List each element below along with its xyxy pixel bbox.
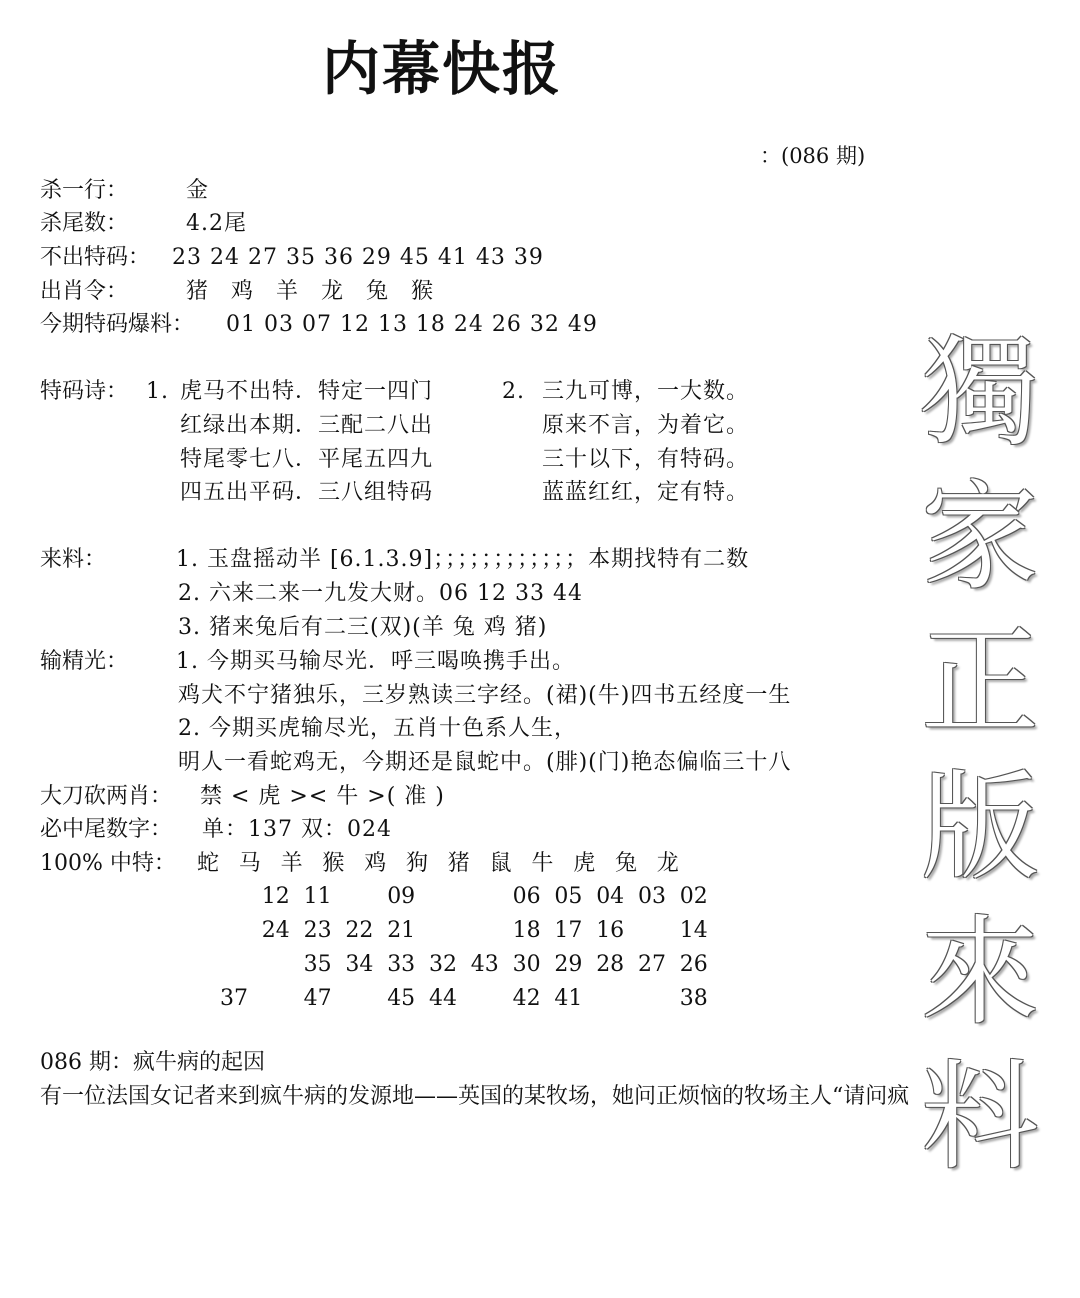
zodiac-number: 09 [387, 884, 416, 909]
watermark-char: 版 [920, 758, 1039, 896]
zodiac-number: 41 [554, 986, 583, 1011]
poem-left-line: 四五出平码．三八组特码 [180, 480, 434, 505]
zodiac-number: 16 [596, 918, 625, 943]
kill-tail-label: 杀尾数： [40, 211, 129, 236]
poem-left-prefix: 1. [146, 379, 169, 404]
source-item: 1. 玉盘摇动半 [6.1.3.9]；；；；；；；；；；；；本期找特有二数 [176, 547, 750, 572]
zodiac-number: 43 [470, 952, 499, 977]
kill-tail-value: 4.2尾 [186, 211, 247, 236]
zodiac-number: 23 [303, 918, 332, 943]
tail-digits-value: 单：137 双：024 [202, 817, 392, 842]
watermark-char: 料 [920, 1048, 1039, 1186]
tail-digits-label: 必中尾数字： [40, 817, 173, 842]
zodiac-number: 17 [554, 918, 583, 943]
zodiac-number: 06 [512, 884, 541, 909]
issue-number: ：(086 期) [760, 144, 866, 168]
zodiac-number: 24 [261, 918, 290, 943]
page-title: 内幕快报 [322, 35, 563, 103]
watermark [905, 320, 1055, 1190]
zodiac-number: 12 [261, 884, 290, 909]
zodiac-number: 30 [512, 952, 541, 977]
zodiac-number: 32 [429, 952, 457, 977]
zodiac-number: 34 [345, 952, 374, 977]
poem-left-line: 红绿出本期．三配二八出 [180, 413, 434, 438]
zodiac-header: 马 [238, 851, 261, 876]
poem-left-line: 特尾零七八．平尾五四九 [180, 447, 434, 472]
no-special-value: 23 24 27 35 36 29 45 41 43 39 [172, 245, 544, 270]
story-heading: 086 期：疯牛病的起因 [40, 1050, 265, 1075]
knife-label: 大刀砍两肖： [40, 784, 173, 809]
poem-left-line: 虎马不出特．特定一四门 [180, 379, 434, 404]
poem-right-line: 原来不言，为着它。 [542, 413, 750, 438]
watermark-char: 正 [920, 613, 1039, 751]
zodiac-number: 21 [387, 918, 416, 943]
zodiac-number: 18 [512, 918, 541, 943]
zodiac-number: 04 [596, 884, 625, 909]
zodiac-number: 14 [679, 918, 708, 943]
zodiac-table-label: 100% 中特： [40, 851, 176, 876]
zodiac-header: 蛇 [197, 851, 220, 876]
source-item: 2. 六来二来一九发大财。06 12 33 44 [178, 581, 583, 606]
poem-right-line: 三九可博，一大数。 [542, 379, 750, 404]
zodiac-header: 猴 [322, 851, 345, 876]
hot-numbers-label: 今期特码爆料： [40, 312, 195, 337]
lose-line: 2. 今期买虎输尽光，五肖十色系人生， [178, 716, 577, 741]
story-text: 有一位法国女记者来到疯牛病的发源地——英国的某牧场，她问正烦恼的牧场主人“请问疯 [40, 1084, 910, 1109]
zodiac-number: 44 [429, 986, 457, 1011]
zodiac-number: 33 [387, 952, 416, 977]
zodiac-header: 狗 [406, 851, 429, 876]
knife-value: 禁 < 虎 >< 牛 >( 准 ) [200, 784, 445, 809]
lose-line: 明人一看蛇鸡无，今期还是鼠蛇中。(腓)(门)艳态偏临三十八 [178, 750, 792, 775]
zodiac-header: 兔 [615, 851, 638, 876]
zodiac-header: 牛 [531, 851, 554, 876]
zodiac-order-label: 出肖令： [40, 279, 129, 304]
poem-right-line: 三十以下，有特码。 [542, 447, 750, 472]
zodiac-number: 29 [554, 952, 583, 977]
zodiac-number: 37 [220, 986, 248, 1011]
zodiac-order-value: 猪 鸡 羊 龙 兔 猴 [186, 279, 441, 304]
kill-element-value: 金 [186, 178, 210, 203]
zodiac-number: 03 [638, 884, 666, 909]
sources-label: 来料： [40, 547, 107, 572]
zodiac-header: 鼠 [489, 851, 512, 876]
zodiac-number: 27 [638, 952, 666, 977]
zodiac-number: 47 [303, 986, 332, 1011]
lose-label: 输精光： [40, 649, 129, 674]
zodiac-number: 35 [303, 952, 332, 977]
zodiac-number: 11 [303, 884, 332, 909]
zodiac-header: 龙 [656, 851, 679, 876]
zodiac-header: 羊 [280, 851, 303, 876]
watermark-char: 獨 [920, 323, 1039, 461]
zodiac-number: 45 [387, 986, 416, 1011]
zodiac-number: 38 [679, 986, 708, 1011]
zodiac-number: 42 [512, 986, 541, 1011]
zodiac-header: 鸡 [364, 851, 387, 876]
hot-numbers-value: 01 03 07 12 13 18 24 26 32 49 [226, 312, 598, 337]
zodiac-header: 猪 [447, 851, 470, 876]
poem-right-prefix: 2. [502, 379, 525, 404]
zodiac-number: 02 [679, 884, 708, 909]
poem-right-line: 蓝蓝红红，定有特。 [542, 480, 750, 505]
kill-element-label: 杀一行： [40, 178, 129, 203]
lose-line: 1. 今期买马输尽光．呼三喝唤携手出。 [176, 649, 575, 674]
lose-line: 鸡犬不宁猪独乐，三岁熟读三字经。(裙)(牛)四书五经度一生 [178, 683, 792, 708]
zodiac-number: 26 [679, 952, 708, 977]
poem-label: 特码诗： [40, 379, 129, 404]
watermark-char: 家 [920, 468, 1039, 606]
zodiac-number: 28 [596, 952, 625, 977]
no-special-label: 不出特码： [40, 245, 151, 270]
zodiac-number: 22 [345, 918, 374, 943]
zodiac-number: 05 [554, 884, 583, 909]
source-item: 3. 猪来兔后有二三(双)(羊 兔 鸡 猪) [178, 615, 548, 640]
zodiac-header: 虎 [573, 851, 596, 876]
watermark-char: 來 [920, 903, 1039, 1041]
